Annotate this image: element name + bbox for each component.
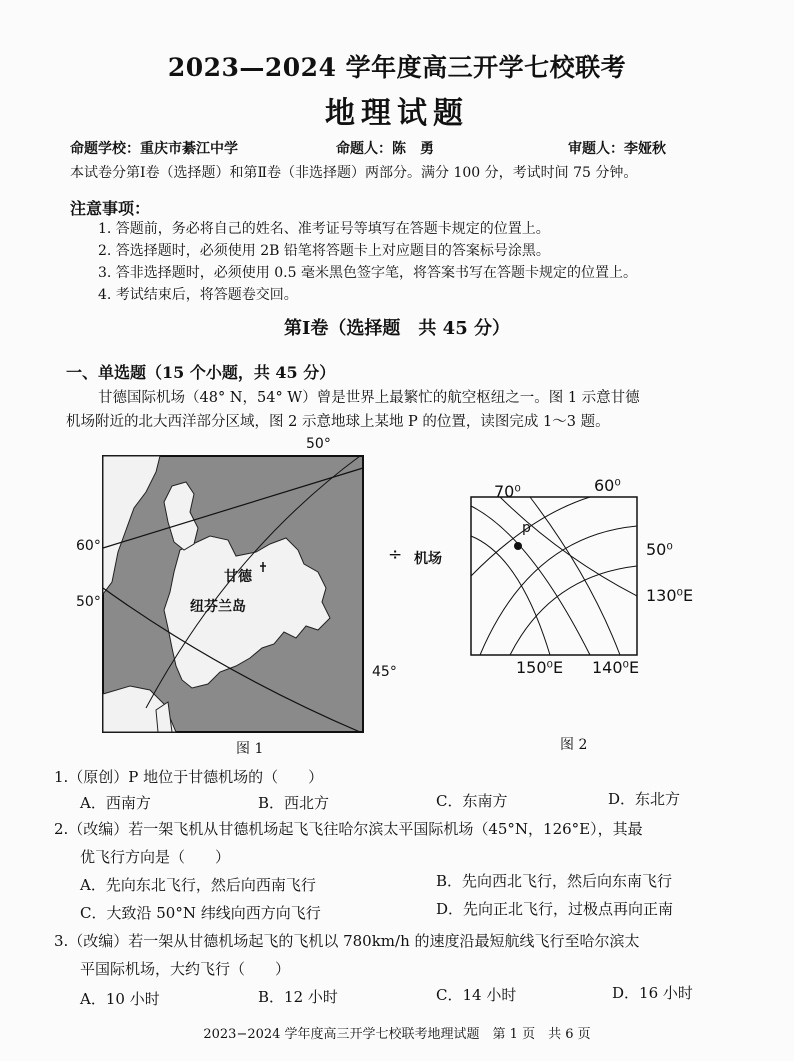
figure1-label: 60° bbox=[76, 538, 101, 554]
exam-subject: 地理试题 bbox=[325, 96, 469, 131]
stem-line: 甘德国际机场（48° N，54° W）曾是世界上最繁忙的航空枢纽之一。图 1 示意甘德 bbox=[98, 390, 640, 406]
author: 命题人：陈 勇 bbox=[336, 141, 434, 157]
notice-item: 1. 答题前，务必将自己的姓名、准考证号等填写在答题卡规定的位置上。 bbox=[98, 221, 550, 237]
question-stem: 2.（改编）若一架飞机从甘德机场起飞飞往哈尔滨太平国际机场（45°N，126°E），其最 bbox=[54, 820, 643, 838]
graticule-line bbox=[471, 497, 590, 576]
place-label-island: 纽芬兰岛 bbox=[190, 599, 246, 615]
option: B．先向西北飞行，然后向东南飞行 bbox=[436, 872, 673, 890]
point-p bbox=[514, 542, 522, 550]
option: D．东北方 bbox=[608, 790, 681, 808]
figure1-label: 50° bbox=[76, 594, 101, 610]
reviewer: 审题人：李娅秋 bbox=[568, 141, 666, 157]
figure2-label: 70⁰ bbox=[494, 482, 521, 501]
legend-airport: 机场 bbox=[414, 551, 442, 567]
exam-title: 2023—2024 学年度高三开学七校联考 bbox=[167, 53, 627, 82]
option: B．西北方 bbox=[258, 794, 330, 812]
option: C．大致沿 50°N 纬线向西方向飞行 bbox=[80, 904, 321, 922]
section-title: 第Ⅰ卷（选择题 共 45 分） bbox=[283, 318, 510, 339]
figure1-caption: 图 1 bbox=[236, 741, 264, 757]
option: A．西南方 bbox=[80, 794, 151, 812]
airport-icon: ÷ bbox=[388, 545, 403, 565]
question-stem: 1.（原创）P 地位于甘德机场的（ ） bbox=[54, 768, 324, 786]
figure2-label: 140⁰E bbox=[592, 658, 640, 677]
figure1-label: 50° bbox=[306, 436, 331, 452]
point-p-label: p bbox=[522, 520, 531, 536]
graticule-line bbox=[471, 536, 550, 655]
figure1-map bbox=[60, 432, 390, 742]
notice-heading: 注意事项： bbox=[70, 199, 151, 218]
notice-item: 2. 答选择题时，必须使用 2B 铅笔将答题卡上对应题目的答案标号涂黑。 bbox=[98, 243, 550, 259]
school: 命题学校：重庆市綦江中学 bbox=[70, 141, 238, 157]
notice-item: 4. 考试结束后，将答题卷交回。 bbox=[98, 287, 298, 303]
option: C．14 小时 bbox=[436, 986, 517, 1004]
option: A．10 小时 bbox=[80, 990, 160, 1008]
option: D．先向正北飞行，过极点再向正南 bbox=[436, 900, 674, 918]
graticule-line bbox=[510, 566, 637, 655]
question-stem: 3.（改编）若一架从甘德机场起飞的飞机以 780km/h 的速度沿最短航线飞行至哈尔滨太 bbox=[54, 932, 640, 950]
notice-item: 3. 答非选择题时，必须使用 0.5 毫米黑色签字笔，将答案书写在答题卡规定的位置上。 bbox=[98, 265, 637, 281]
figure2-caption: 图 2 bbox=[560, 737, 588, 753]
option: C．东南方 bbox=[436, 792, 508, 810]
figure2-graticule bbox=[470, 496, 640, 658]
figure1-label: 45° bbox=[372, 664, 397, 680]
figure2-label: 60⁰ bbox=[594, 476, 621, 495]
part-title: 一、单选题（15 个小题，共 45 分） bbox=[66, 363, 336, 382]
page-footer: 2023−2024 学年度高三开学七校联考地理试题 第 1 页 共 6 页 bbox=[203, 1027, 591, 1042]
figure2-frame bbox=[471, 497, 637, 655]
intro: 本试卷分第Ⅰ卷（选择题）和第Ⅱ卷（非选择题）两部分。满分 100 分，考试时间 75 分钟。 bbox=[70, 165, 638, 181]
figure2-label: 50⁰ bbox=[646, 540, 673, 559]
question-stem: 平国际机场，大约飞行（ ） bbox=[80, 960, 291, 978]
stem-line: 机场附近的北大西洋部分区域，图 2 示意地球上某地 P 的位置，读图完成 1～3 题。 bbox=[66, 414, 610, 430]
figure2-label: 130⁰E bbox=[646, 586, 694, 605]
place-label-gande: 甘德 bbox=[224, 569, 252, 585]
graticule-line bbox=[480, 526, 637, 655]
option: D．16 小时 bbox=[612, 984, 693, 1002]
option: B．12 小时 bbox=[258, 988, 338, 1006]
figure2-label: 150⁰E bbox=[516, 658, 564, 677]
option: A．先向东北飞行，然后向西南飞行 bbox=[80, 876, 316, 894]
question-stem: 优飞行方向是（ ） bbox=[80, 848, 231, 866]
